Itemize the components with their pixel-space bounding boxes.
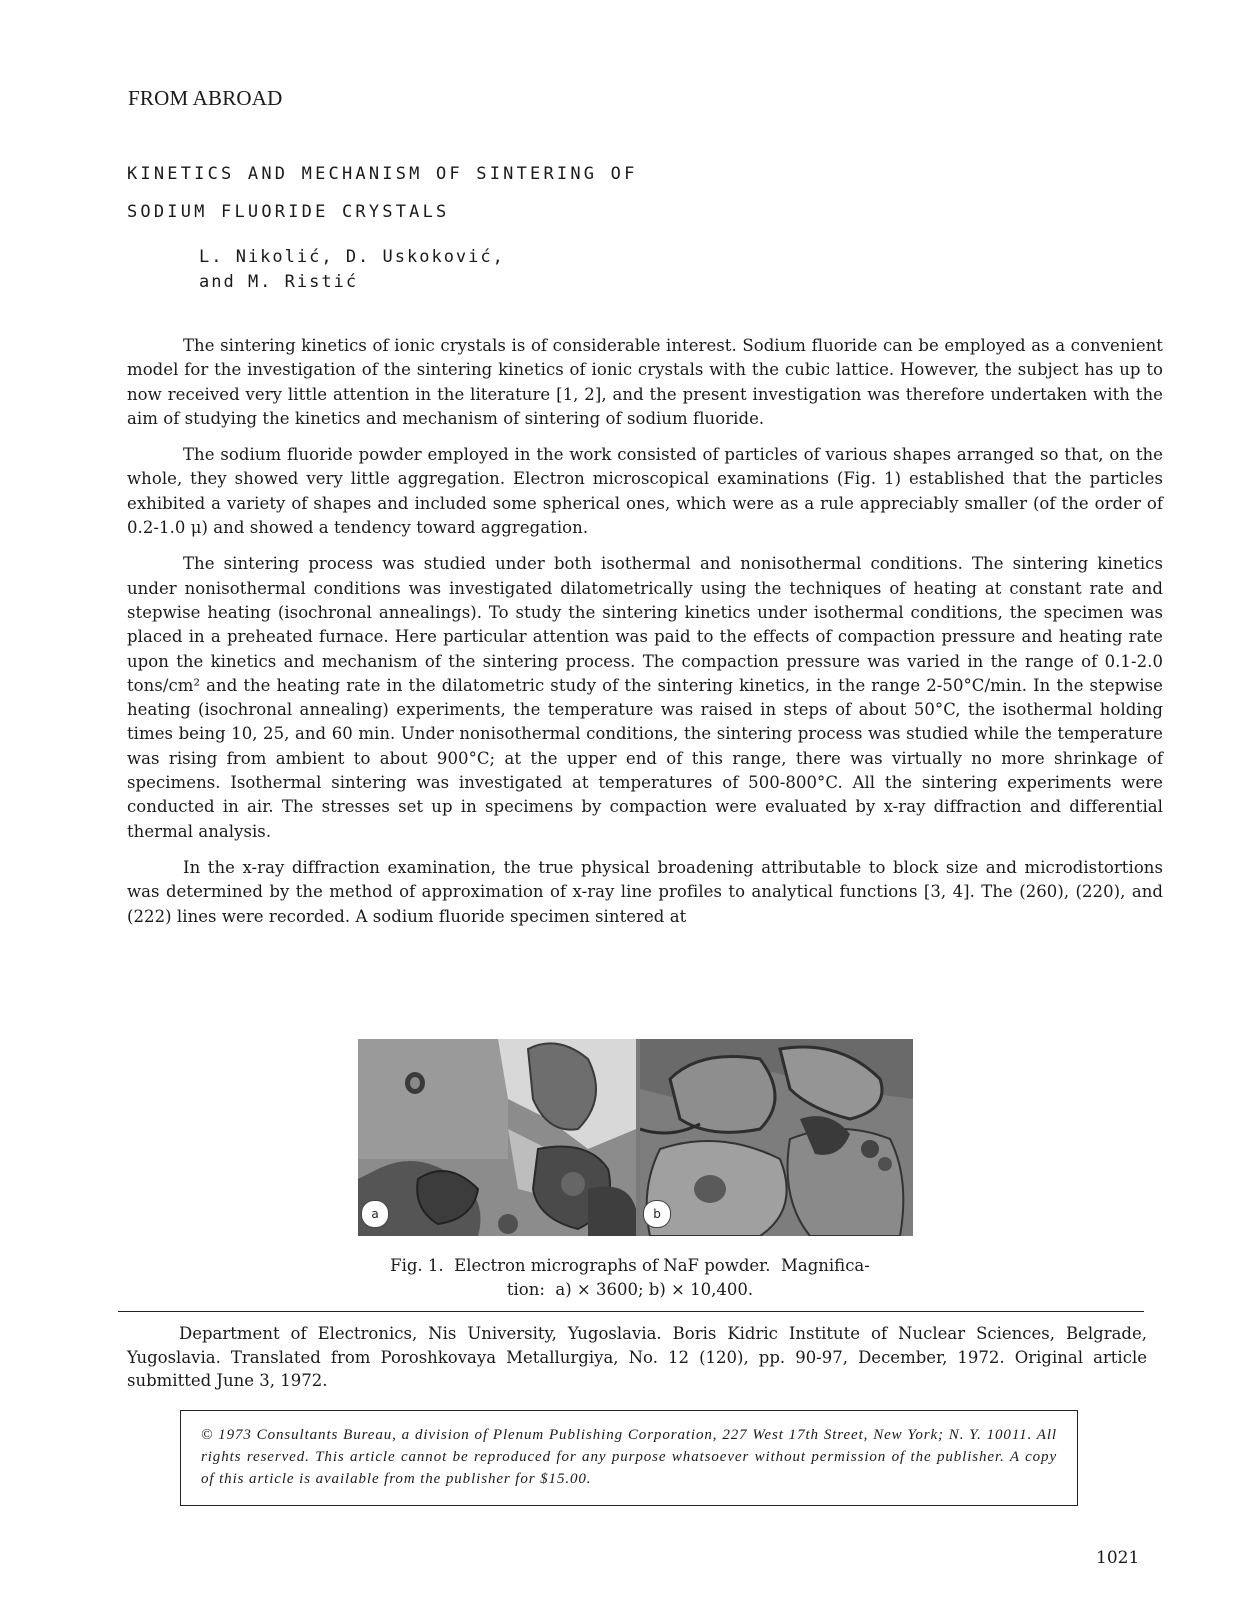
micrograph-panel-b [640,1039,913,1236]
body-paragraph-3: The sintering process was studied under both isothermal and nonisothermal conditions. The sintering kinetics under nonisothermal conditions was investigated dilatometrically using the techniques of heating at constant rate and stepwise heating (isochronal annealings). To study the sintering kinetics under isothermal conditions, the specimen was placed in a preheated furnace. Here particular attention was paid to the effects of compaction pressure and heating rate upon the kinetics and mechanism of the sintering process. The compaction pressure was varied in the range of 0.1-2.0 tons/cm² and the heating rate in the dilatometric study of the sintering kinetics, in the range 2-50°C/min. In the stepwise heating (isochronal annealing) experiments, the temperature was raised in steps of about 50°C, the isothermal holding times being 10, 25, and 60 min. Under nonisothermal conditions, the sintering process was studied while the temperature was rising from ambient to about 900°C; at the upper end of this range, there was virtually no more shrinkage of specimens. Isothermal sintering was investigated at temperatures of 500-800°C. All the sintering experiments were conducted in air. The stresses set up in specimens by compaction were evaluated by x-ray diffraction and differential thermal analysis. [127,554,1163,841]
micrograph-panel-a [358,1039,636,1236]
authors-line-2: and M. Ristić [199,272,359,292]
panel-b-label: b [643,1200,671,1228]
caption-line-1: Fig. 1. Electron micrographs of NaF powder. Magnifica- [390,1256,870,1275]
copyright-box [180,1410,1078,1506]
body-paragraph-2: The sodium fluoride powder employed in the work consisted of particles of various shapes arranged so that, on the whole, they showed very little aggregation. Electron microscopical examinations (Fig. 1) established that the particles exhibited a variety of shapes and included some spherical ones, which were as a rule appreciably smaller (of the order of 0.2-1.0 μ) and showed a tendency toward aggregation. [127,445,1163,538]
figure-1 [358,1039,913,1236]
body-paragraph-4: In the x-ray diffraction examination, the true physical broadening attributable to block size and microdistortions was determined by the method of approximation of x-ray line profiles to analytical functions [3, 4]. The (260), (220), and (222) lines were recorded. A sodium fluoride specimen sintered at [127,857,1163,926]
figure-caption [330,1254,930,1302]
authors-line-1: L. Nikolić, D. Uskoković, [199,247,505,267]
copyright-text: © 1973 Consultants Bureau, a division of Plenum Publishing Corporation, 227 West 17th Street, New York; N. Y. 10011. All rights reserved. This article cannot be reproduced for any purpose whatsoever without permission of the publisher. A copy of this article is available from the publisher for $15.00. [201,1427,1057,1487]
micrograph-a-image [358,1039,636,1236]
article-body [127,334,1163,941]
caption-line-2: tion: a) × 3600; b) × 10,400. [506,1280,754,1299]
page-number: 1021 [1096,1548,1140,1568]
affiliation-text: Department of Electronics, Nis University, Yugoslavia. Boris Kidric Institute of Nuclear Sciences, Belgrade, Yugoslavia. Translated from Poroshkovaya Metallurgiya, No. 12 (120), pp. 90-97, December, 1972. Original article submitted June 3, 1972. [127,1324,1147,1390]
micrograph-b-image [640,1039,913,1236]
section-label: FROM ABROAD [128,86,283,110]
article-title-line-2: SODIUM FLUORIDE CRYSTALS [127,202,450,222]
footnote-divider [118,1311,1144,1312]
panel-a-label: a [361,1200,389,1228]
article-title [127,155,638,231]
article-title-line-1: KINETICS AND MECHANISM OF SINTERING OF [127,164,638,184]
article-authors [199,245,505,295]
body-paragraph-1: The sintering kinetics of ionic crystals is of considerable interest. Sodium fluoride can be employed as a convenient model for the investigation of the sintering kinetics of ionic crystals with the cubic lattice. However, the subject has up to now received very little attention in the literature [1, 2], and the present investigation was therefore undertaken with the aim of studying the kinetics and mechanism of sintering of sodium fluoride. [127,336,1163,428]
affiliation-footnote [127,1322,1147,1393]
